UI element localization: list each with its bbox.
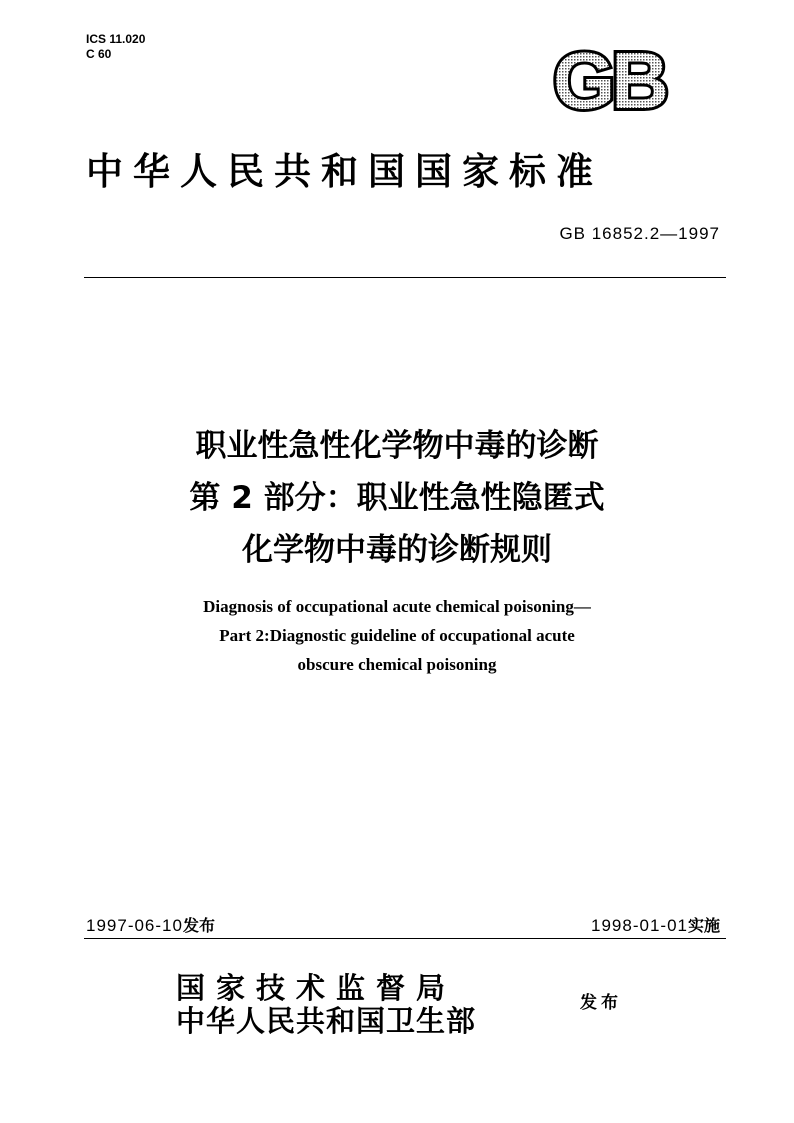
ccs-code: C 60 — [86, 47, 112, 61]
english-title-line-3: obscure chemical poisoning — [297, 655, 497, 674]
english-title — [100, 592, 694, 679]
standard-number: GB 16852.2—1997 — [559, 224, 720, 243]
chinese-title — [100, 420, 694, 576]
chinese-title-line-3: 化学物中毒的诊断规则 — [242, 532, 552, 568]
gb-logo-icon — [538, 44, 680, 118]
gb-logo-graphic — [538, 44, 680, 118]
chinese-title-line-2: 第 2 部分：职业性急性隐匿式 — [189, 480, 605, 516]
gb-logo-text: GB — [553, 44, 665, 118]
implement-date: 1998-01-01 — [591, 916, 688, 935]
standard-title: 中华人民共和国国家标准 — [86, 149, 603, 193]
implement-date-block — [591, 913, 720, 936]
issuer-line-2: 中华人民共和国卫生部 — [176, 1004, 477, 1038]
chinese-title-line-1: 职业性急性化学物中毒的诊断 — [195, 428, 599, 464]
bottom-divider — [84, 938, 726, 939]
publish-label: 发布 — [182, 916, 215, 935]
english-title-line-2: Part 2:Diagnostic guideline of occupational acute — [219, 626, 575, 645]
implement-label: 实施 — [687, 916, 720, 935]
publish-date: 1997-06-10 — [86, 916, 183, 935]
classification-codes — [86, 32, 145, 62]
issue-label: 发布 — [580, 993, 622, 1013]
top-divider — [84, 277, 726, 278]
english-title-line-1: Diagnosis of occupational acute chemical poisoning— — [203, 597, 591, 616]
ics-code: ICS 11.020 — [86, 32, 146, 46]
issuer-line-1: 国家技术监督局 — [176, 971, 457, 1005]
issuing-agencies — [176, 972, 476, 1038]
publish-date-block — [86, 913, 215, 936]
